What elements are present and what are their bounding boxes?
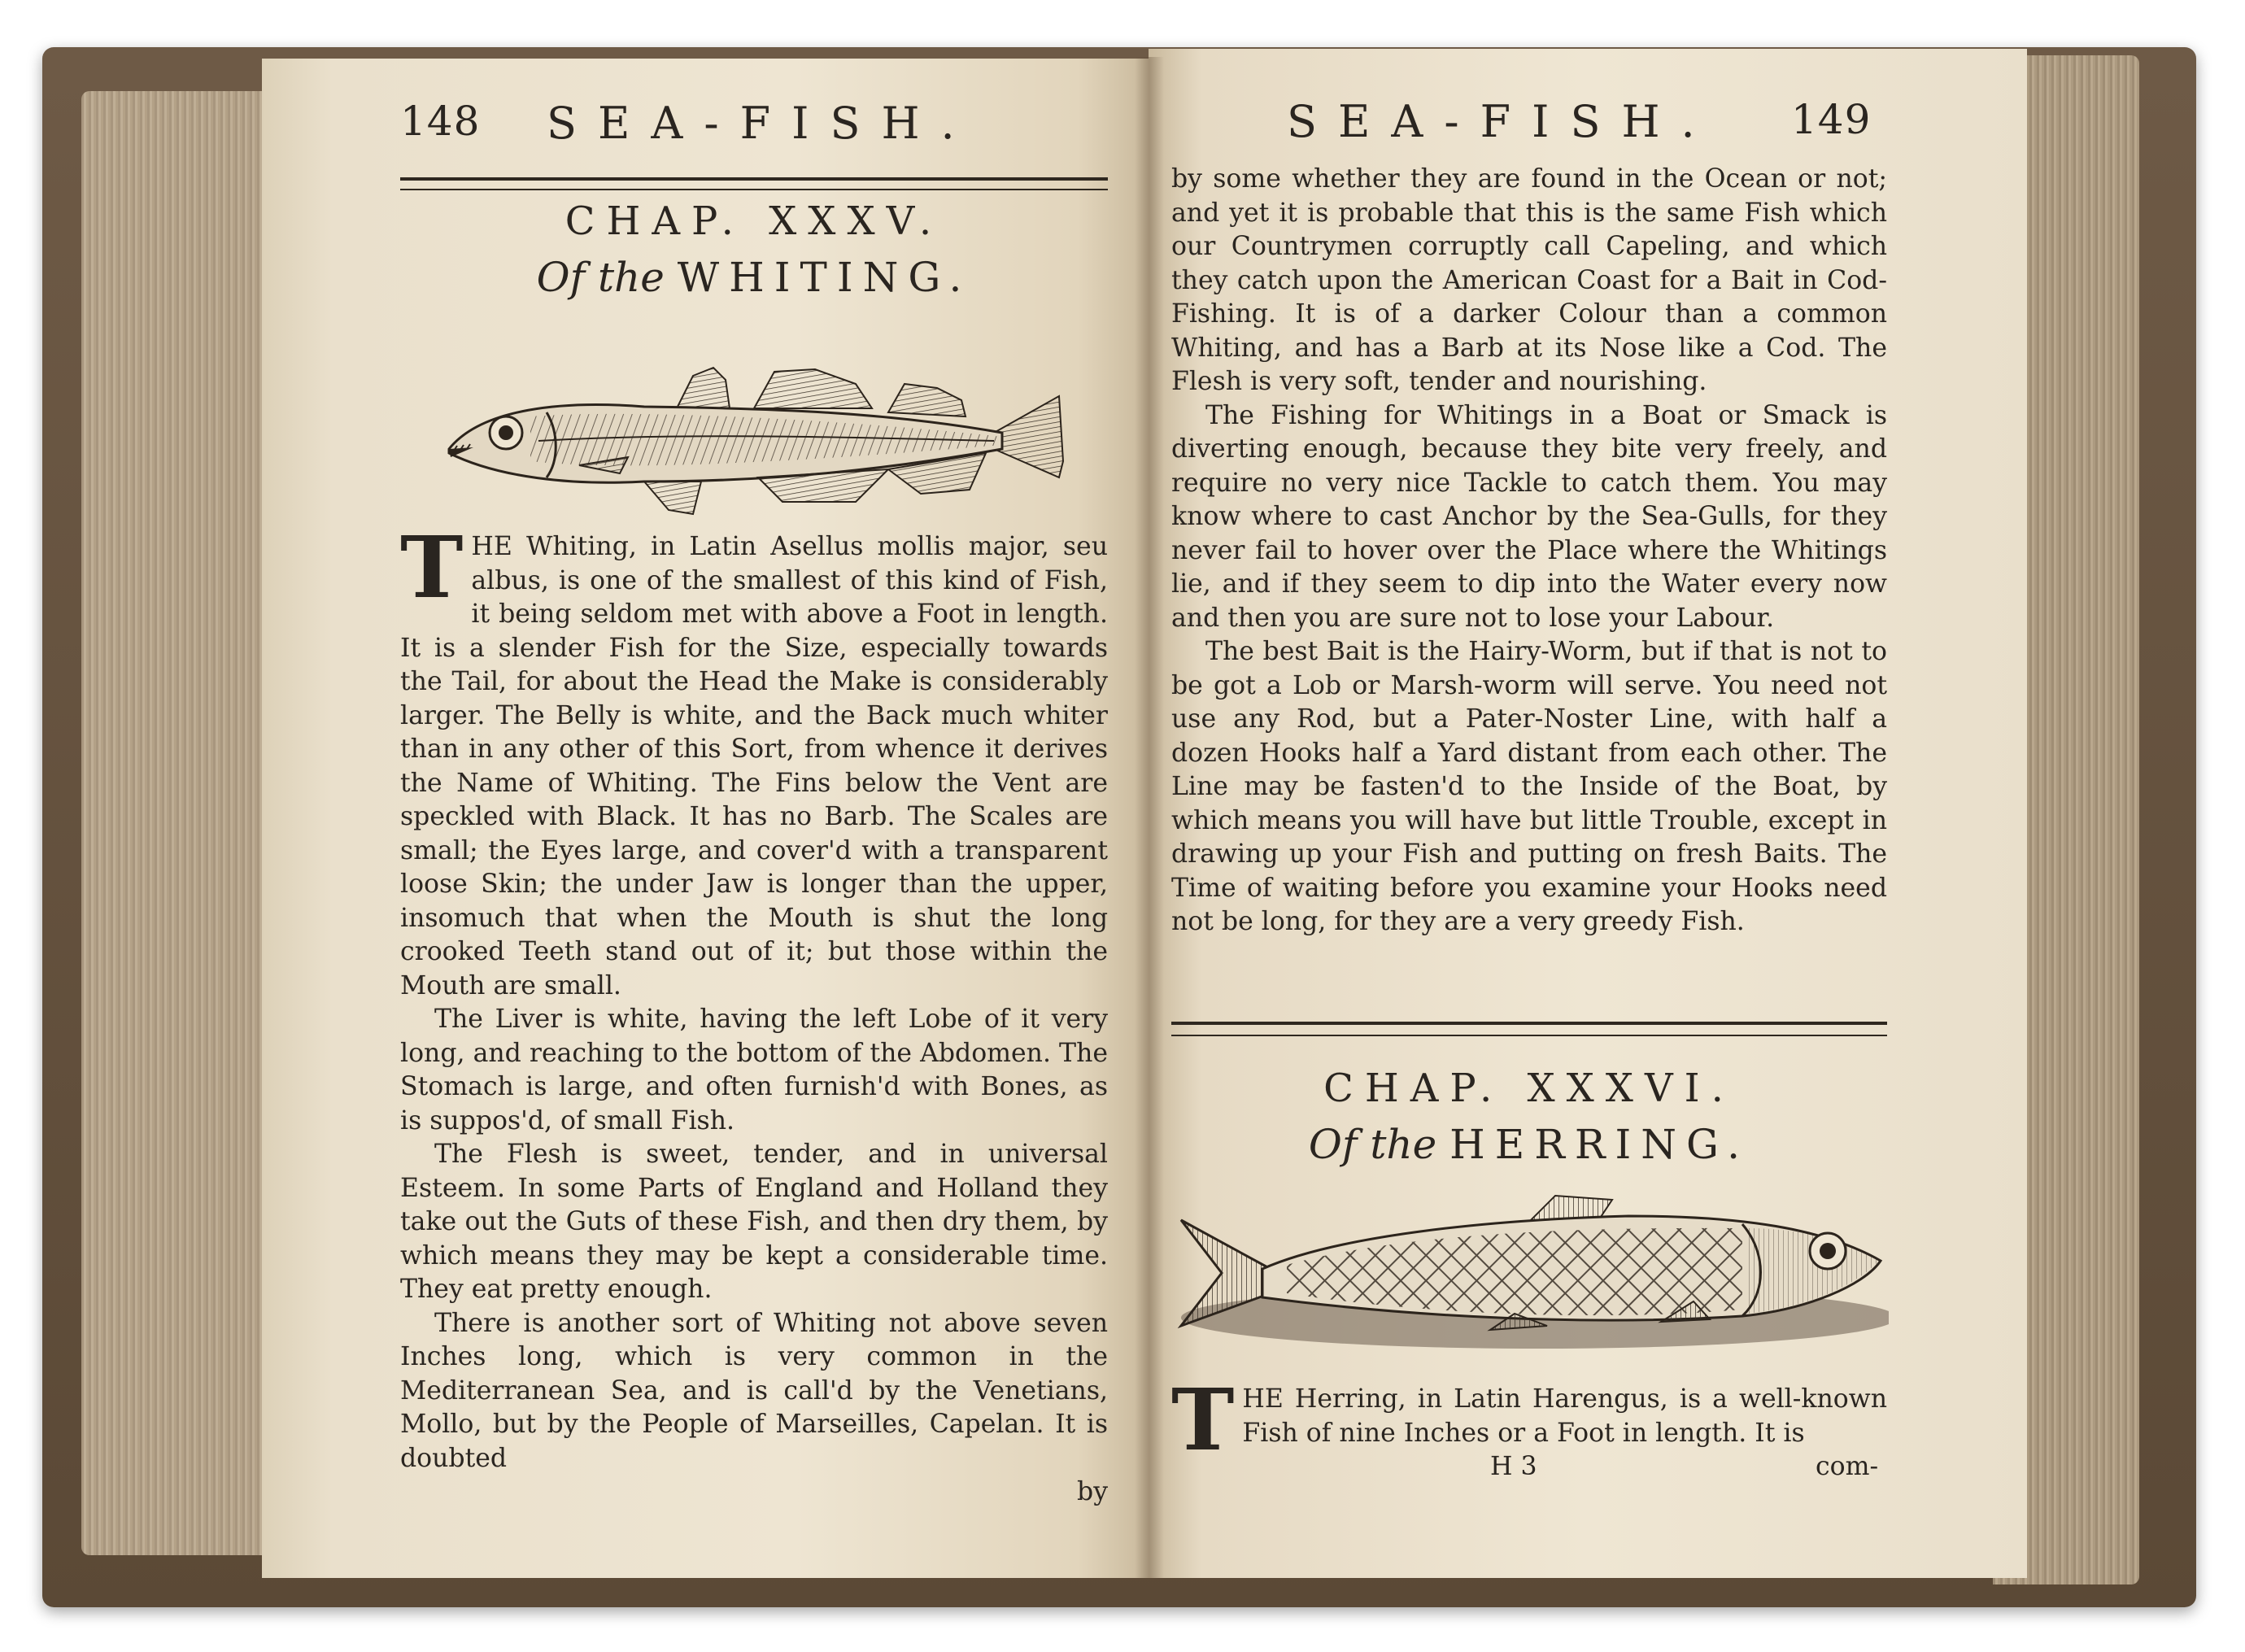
- left-body-text: [400, 517, 1108, 1510]
- right-chapter-heading: CHAP. XXXVI.: [1323, 1066, 1735, 1111]
- right-title-of: Of the: [1308, 1121, 1437, 1168]
- right-chapter-title: [1171, 1121, 1887, 1168]
- left-paragraph-2: The Liver is white, having the left Lobe of it very long, and reaching to the bottom of the Abdomen. The Stomach is large, and often furnish'd with Bones, as is suppos'd, of small Fish.: [400, 1005, 1108, 1135]
- right-title-name: HERRING.: [1449, 1121, 1750, 1168]
- left-drop-cap: T: [400, 517, 464, 617]
- left-title-of: Of the: [536, 254, 665, 301]
- right-section-rule-thin: [1171, 1035, 1887, 1036]
- left-header-rule: [400, 177, 1108, 181]
- right-running-head: SEA-FISH.: [1287, 96, 1716, 147]
- left-title-name: WHITING.: [677, 254, 972, 301]
- left-header-rule-thin: [400, 189, 1108, 190]
- herring-illustration: [1173, 1179, 1889, 1366]
- left-paragraph-4: There is another sort of Whiting not above seven Inches long, which is very common in the Mediterranean Sea, and is call'd by the Venetians, Mollo, but by the People of Marseilles, Capelan. It is doubted: [400, 1308, 1108, 1473]
- left-chapter-title: [400, 254, 1108, 301]
- left-catchword: by: [1077, 1477, 1108, 1506]
- signature-mark: H 3: [1490, 1452, 1537, 1481]
- right-catchword: com-: [1816, 1452, 1879, 1481]
- left-paragraph-1: HE Whiting, in Latin Asellus mollis major, seu albus, is one of the smallest of this kind of Fish, it being seldom met with above a Foot in length. It is a slender Fish for the Size, especially towards the Tail, for about the Head the Make is considerably larger. The Belly is white, and the Back much whiter than in any other of this Sort, from whence it derives the Name of Whiting. The Fins below the Vent are speckled with Black. It has no Barb. The Scales are small; the Eyes large, and cover'd with a transparent loose Skin; the under Jaw is longer than the upper, insomuch that when the Mouth is shut the long crooked Teeth stand out of it; but those within the Mouth are small.: [400, 532, 1108, 1000]
- left-page-edges: [81, 91, 268, 1555]
- right-folio: 149: [1791, 96, 1872, 143]
- right-paragraph-4: HE Herring, in Latin Harengus, is a well-known Fish of nine Inches or a Foot in length. It is: [1242, 1384, 1887, 1448]
- right-drop-cap: T: [1171, 1370, 1235, 1470]
- right-paragraph-1: by some whether they are found in the Ocean or not; and yet it is probable that this is the same Fish which our Countrymen corruptly call Capeling, and which they catch upon the American Coast for a Bait in Cod-Fishing. It is of a darker Colour than a common Whiting, and has a Barb at its Nose like a Cod. The Flesh is very soft, tender and nourishing.: [1171, 164, 1887, 396]
- right-paragraph-2: The Fishing for Whitings in a Boat or Smack is diverting enough, because they bite very freely, and require no very nice Tackle to catch them. You may know where to cast Anchor by the Sea-Gulls, for they never fail to hover over the Place where the Whitings lie, and if they seem to dip into the Water every now and then you are sure not to lose your Labour.: [1171, 400, 1887, 633]
- left-folio: 148: [400, 98, 481, 145]
- right-page: [1149, 49, 2027, 1578]
- whiting-illustration: [433, 319, 1083, 522]
- left-chapter-heading: CHAP. XXXV.: [565, 198, 944, 244]
- right-body-text-top: [1171, 163, 1887, 939]
- right-section-rule: [1171, 1022, 1887, 1025]
- book-gutter: [1135, 57, 1164, 1578]
- left-paragraph-3: The Flesh is sweet, tender, and in universal Esteem. In some Parts of England and Holland they take out the Guts of these Fish, and then dry them, by which means they may be kept a considerable time. They eat pretty enough.: [400, 1140, 1108, 1304]
- left-page: [262, 59, 1149, 1578]
- right-paragraph-3: The best Bait is the Hairy-Worm, but if that is not to be got a Lob or Marsh-worm will serve. You need not use any Rod, but a Pater-Noster Line, with half a dozen Hooks half a Yard distant from each other. The Line may be fasten'd to the Inside of the Boat, by which means you will have but little Trouble, except in drawing up your Fish and putting on fresh Baits. The Time of waiting before you examine your Hooks need not be long, for they are a very greedy Fish.: [1171, 637, 1887, 936]
- left-running-head: SEA-FISH.: [547, 98, 976, 149]
